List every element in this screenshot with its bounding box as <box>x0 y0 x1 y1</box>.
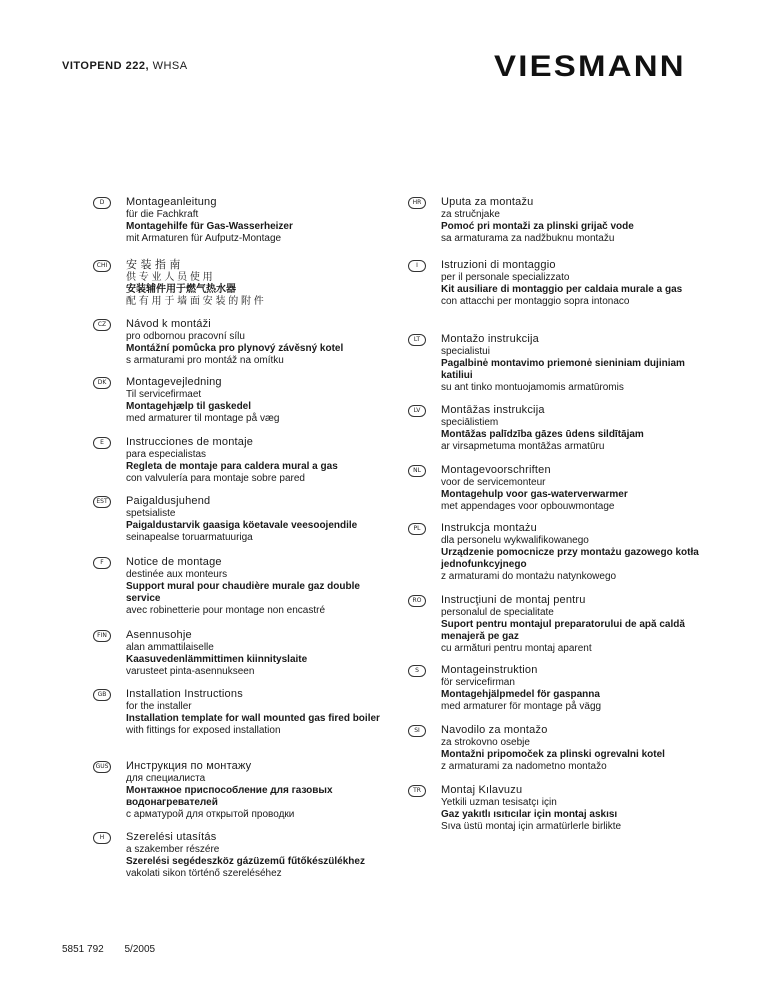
language-entry-text <box>441 522 711 583</box>
entry-audience: för servicefirman <box>441 676 515 688</box>
model-name: VITOPEND 222, <box>62 60 149 72</box>
entry-detail: Sıva üstü montaj için armatürlerle birlikte <box>441 820 622 832</box>
entry-audience: voor de servicemonteur <box>441 476 546 488</box>
entry-product: Montagehjälpmedel för gaspanna <box>441 688 600 700</box>
language-entry-text <box>441 664 711 713</box>
entry-product: Монтажное приспособление для газовых водонагревателей <box>126 784 333 808</box>
language-code-badge: S <box>408 665 426 677</box>
language-code-badge: CHI <box>93 260 111 272</box>
language-entry-text <box>441 259 711 308</box>
entry-product: Montažni pripomoček za plinski ogrevalni kotel <box>441 748 665 760</box>
entry-title: Montagevoorschriften <box>441 464 551 476</box>
language-entry-text <box>126 495 396 544</box>
language-code-badge: PL <box>408 523 426 535</box>
entry-detail: med armaturer för montage på vägg <box>441 700 602 712</box>
entry-title: Montageanleitung <box>126 196 217 208</box>
entry-detail: con valvulería para montaje sobre pared <box>126 472 305 484</box>
entry-audience: для специалиста <box>126 772 206 784</box>
entry-audience: za stručnjake <box>441 208 500 220</box>
entry-audience: personalul de specialitate <box>441 606 554 618</box>
entry-detail: su ant tinko montuojamomis armatūromis <box>441 381 624 393</box>
entry-product: 安装辅件用于燃气热水器 <box>126 283 236 295</box>
language-code-badge: NL <box>408 465 426 477</box>
entry-title: Montažo instrukcija <box>441 333 539 345</box>
entry-product: Paigaldustarvik gaasiga köetavale veesoojendile <box>126 519 358 531</box>
model-variant: WHSA <box>152 60 188 72</box>
language-code-badge: FIN <box>93 630 111 642</box>
entry-title: Szerelési utasítás <box>126 831 217 843</box>
language-entry-text <box>441 333 711 394</box>
entry-detail: z armaturami do montażu natynkowego <box>441 570 617 582</box>
entry-title: Montagevejledning <box>126 376 222 388</box>
entry-detail: avec robinetterie pour montage non encastré <box>126 604 326 616</box>
language-code-badge: TR <box>408 785 426 797</box>
language-entry-text <box>126 259 396 308</box>
entry-title: Asennusohje <box>126 629 192 641</box>
language-code-badge: EST <box>93 496 111 508</box>
language-code-badge: I <box>408 260 426 272</box>
entry-detail: с арматурой для открытой проводки <box>126 808 295 820</box>
entry-title: Instrucciones de montaje <box>126 436 254 448</box>
entry-title: Montāžas instrukcija <box>441 404 545 416</box>
language-entry-text <box>441 784 711 833</box>
document-number: 5851 792 <box>62 944 104 955</box>
entry-audience: destinée aux monteurs <box>126 568 228 580</box>
language-code-badge: DK <box>93 377 111 389</box>
entry-title: Montaj Kılavuzu <box>441 784 523 796</box>
entry-detail: con attacchi per montaggio sopra intonaco <box>441 295 630 307</box>
language-code-badge: RO <box>408 595 426 607</box>
entry-title: Istruzioni di montaggio <box>441 259 556 271</box>
entry-detail: with fittings for exposed installation <box>126 724 281 736</box>
language-entry-text <box>126 556 396 617</box>
language-code-badge: CZ <box>93 319 111 331</box>
language-code-badge: E <box>93 437 111 449</box>
entry-detail: met appendages voor opbouwmontage <box>441 500 615 512</box>
entry-product: Suport pentru montajul preparatorului de apă caldă menajeră pe gaz <box>441 618 685 642</box>
entry-product: Pagalbinė montavimo priemonė sieniniam dujiniam katiliui <box>441 357 685 381</box>
entry-product: Support mural pour chaudière murale gaz double service <box>126 580 360 604</box>
entry-audience: Yetkili uzman tesisatçı için <box>441 796 557 808</box>
language-entry-text <box>441 594 711 655</box>
entry-detail: sa armaturama za nadžbuknu montažu <box>441 232 615 244</box>
language-code-badge: GUS <box>93 761 111 773</box>
language-code-badge: LT <box>408 334 426 346</box>
entry-product: Kit ausiliare di montaggio per caldaia murale a gas <box>441 283 683 295</box>
entry-title: Navodilo za montažo <box>441 724 548 736</box>
language-code-badge: HR <box>408 197 426 209</box>
entry-detail: varusteet pinta-asennukseen <box>126 665 255 677</box>
language-code-badge: GB <box>93 689 111 701</box>
language-entry-text <box>126 760 396 821</box>
entry-product: Montagehulp voor gas-waterverwarmer <box>441 488 628 500</box>
language-entry-text <box>441 196 711 245</box>
entry-detail: ar virsapmetuma montāžas armatūru <box>441 440 605 452</box>
entry-audience: spetsialiste <box>126 507 176 519</box>
entry-audience: per il personale specializzato <box>441 271 570 283</box>
language-entry-text <box>126 436 396 485</box>
entry-audience: speciālistiem <box>441 416 499 428</box>
language-code-badge: F <box>93 557 111 569</box>
entry-audience: 供 专 业 人 员 使 用 <box>126 271 213 283</box>
entry-title: Uputa za montažu <box>441 196 534 208</box>
entry-title: Paigaldusjuhend <box>126 495 211 507</box>
document-date: 5/2005 <box>124 944 156 955</box>
entry-product: Montagehjælp til gaskedel <box>126 400 252 412</box>
language-entry-text <box>441 464 711 513</box>
entry-title: 安 装 指 南 <box>126 259 181 271</box>
document-header <box>62 60 188 72</box>
entry-product: Regleta de montaje para caldera mural a gas <box>126 460 338 472</box>
entry-detail: vakolati sikon történő szereléséhez <box>126 867 282 879</box>
entry-detail: z armaturami za nadometno montažo <box>441 760 607 772</box>
language-entry-text <box>441 724 711 773</box>
entry-product: Installation template for wall mounted gas fired boiler <box>126 712 380 724</box>
language-entry-text <box>126 318 396 367</box>
entry-product: Montagehilfe für Gas-Wasserheizer <box>126 220 293 232</box>
entry-title: Инструкция по монтажу <box>126 760 252 772</box>
entry-audience: für die Fachkraft <box>126 208 199 220</box>
entry-title: Montageinstruktion <box>441 664 538 676</box>
entry-product: Montážní pomůcka pro plynový závěsný kotel <box>126 342 344 354</box>
entry-product: Pomoć pri montaži za plinski grijač vode <box>441 220 634 232</box>
entry-audience: alan ammattilaiselle <box>126 641 214 653</box>
language-code-badge: SI <box>408 725 426 737</box>
language-entry-text <box>126 629 396 678</box>
entry-detail: s armaturami pro montáž na omítku <box>126 354 284 366</box>
entry-detail: seinapealse toruarmatuuriga <box>126 531 253 543</box>
entry-title: Installation Instructions <box>126 688 243 700</box>
entry-title: Instrucţiuni de montaj pentru <box>441 594 586 606</box>
language-entry-text <box>441 404 711 453</box>
entry-audience: za strokovno osebje <box>441 736 530 748</box>
entry-product: Montāžas palīdzība gāzes ūdens sildītājam <box>441 428 644 440</box>
entry-audience: dla personelu wykwalifikowanego <box>441 534 589 546</box>
entry-product: Szerelési segédeszköz gázüzemű fűtőkészülékhez <box>126 855 365 867</box>
entry-audience: para especialistas <box>126 448 207 460</box>
language-code-badge: H <box>93 832 111 844</box>
entry-audience: specialistui <box>441 345 490 357</box>
language-code-badge: D <box>93 197 111 209</box>
language-entry-text <box>126 196 396 245</box>
entry-detail: cu armături pentru montaj aparent <box>441 642 592 654</box>
entry-title: Instrukcja montażu <box>441 522 537 534</box>
entry-audience: Til servicefirmaet <box>126 388 202 400</box>
language-code-badge: LV <box>408 405 426 417</box>
entry-audience: pro odbornou pracovní sílu <box>126 330 245 342</box>
entry-audience: for the installer <box>126 700 192 712</box>
entry-title: Notice de montage <box>126 556 222 568</box>
entry-detail: med armaturer til montage på væg <box>126 412 280 424</box>
language-entry-text <box>126 831 396 880</box>
entry-title: Návod k montáži <box>126 318 211 330</box>
entry-product: Gaz yakıtlı ısıtıcılar için montaj askısı <box>441 808 618 820</box>
entry-product: Kaasuvedenlämmittimen kiinnityslaite <box>126 653 308 665</box>
entry-detail: mit Armaturen für Aufputz-Montage <box>126 232 282 244</box>
entry-detail: 配 有 用 于 墙 面 安 装 的 附 件 <box>126 295 264 307</box>
language-entry-text <box>126 688 396 737</box>
brand-logo: VIESMANN <box>494 50 686 83</box>
language-entry-text <box>126 376 396 425</box>
document-footer <box>62 944 155 955</box>
entry-audience: a szakember részére <box>126 843 220 855</box>
entry-product: Urządzenie pomocnicze przy montażu gazowego kotła jednofunkcyjnego <box>441 546 699 570</box>
